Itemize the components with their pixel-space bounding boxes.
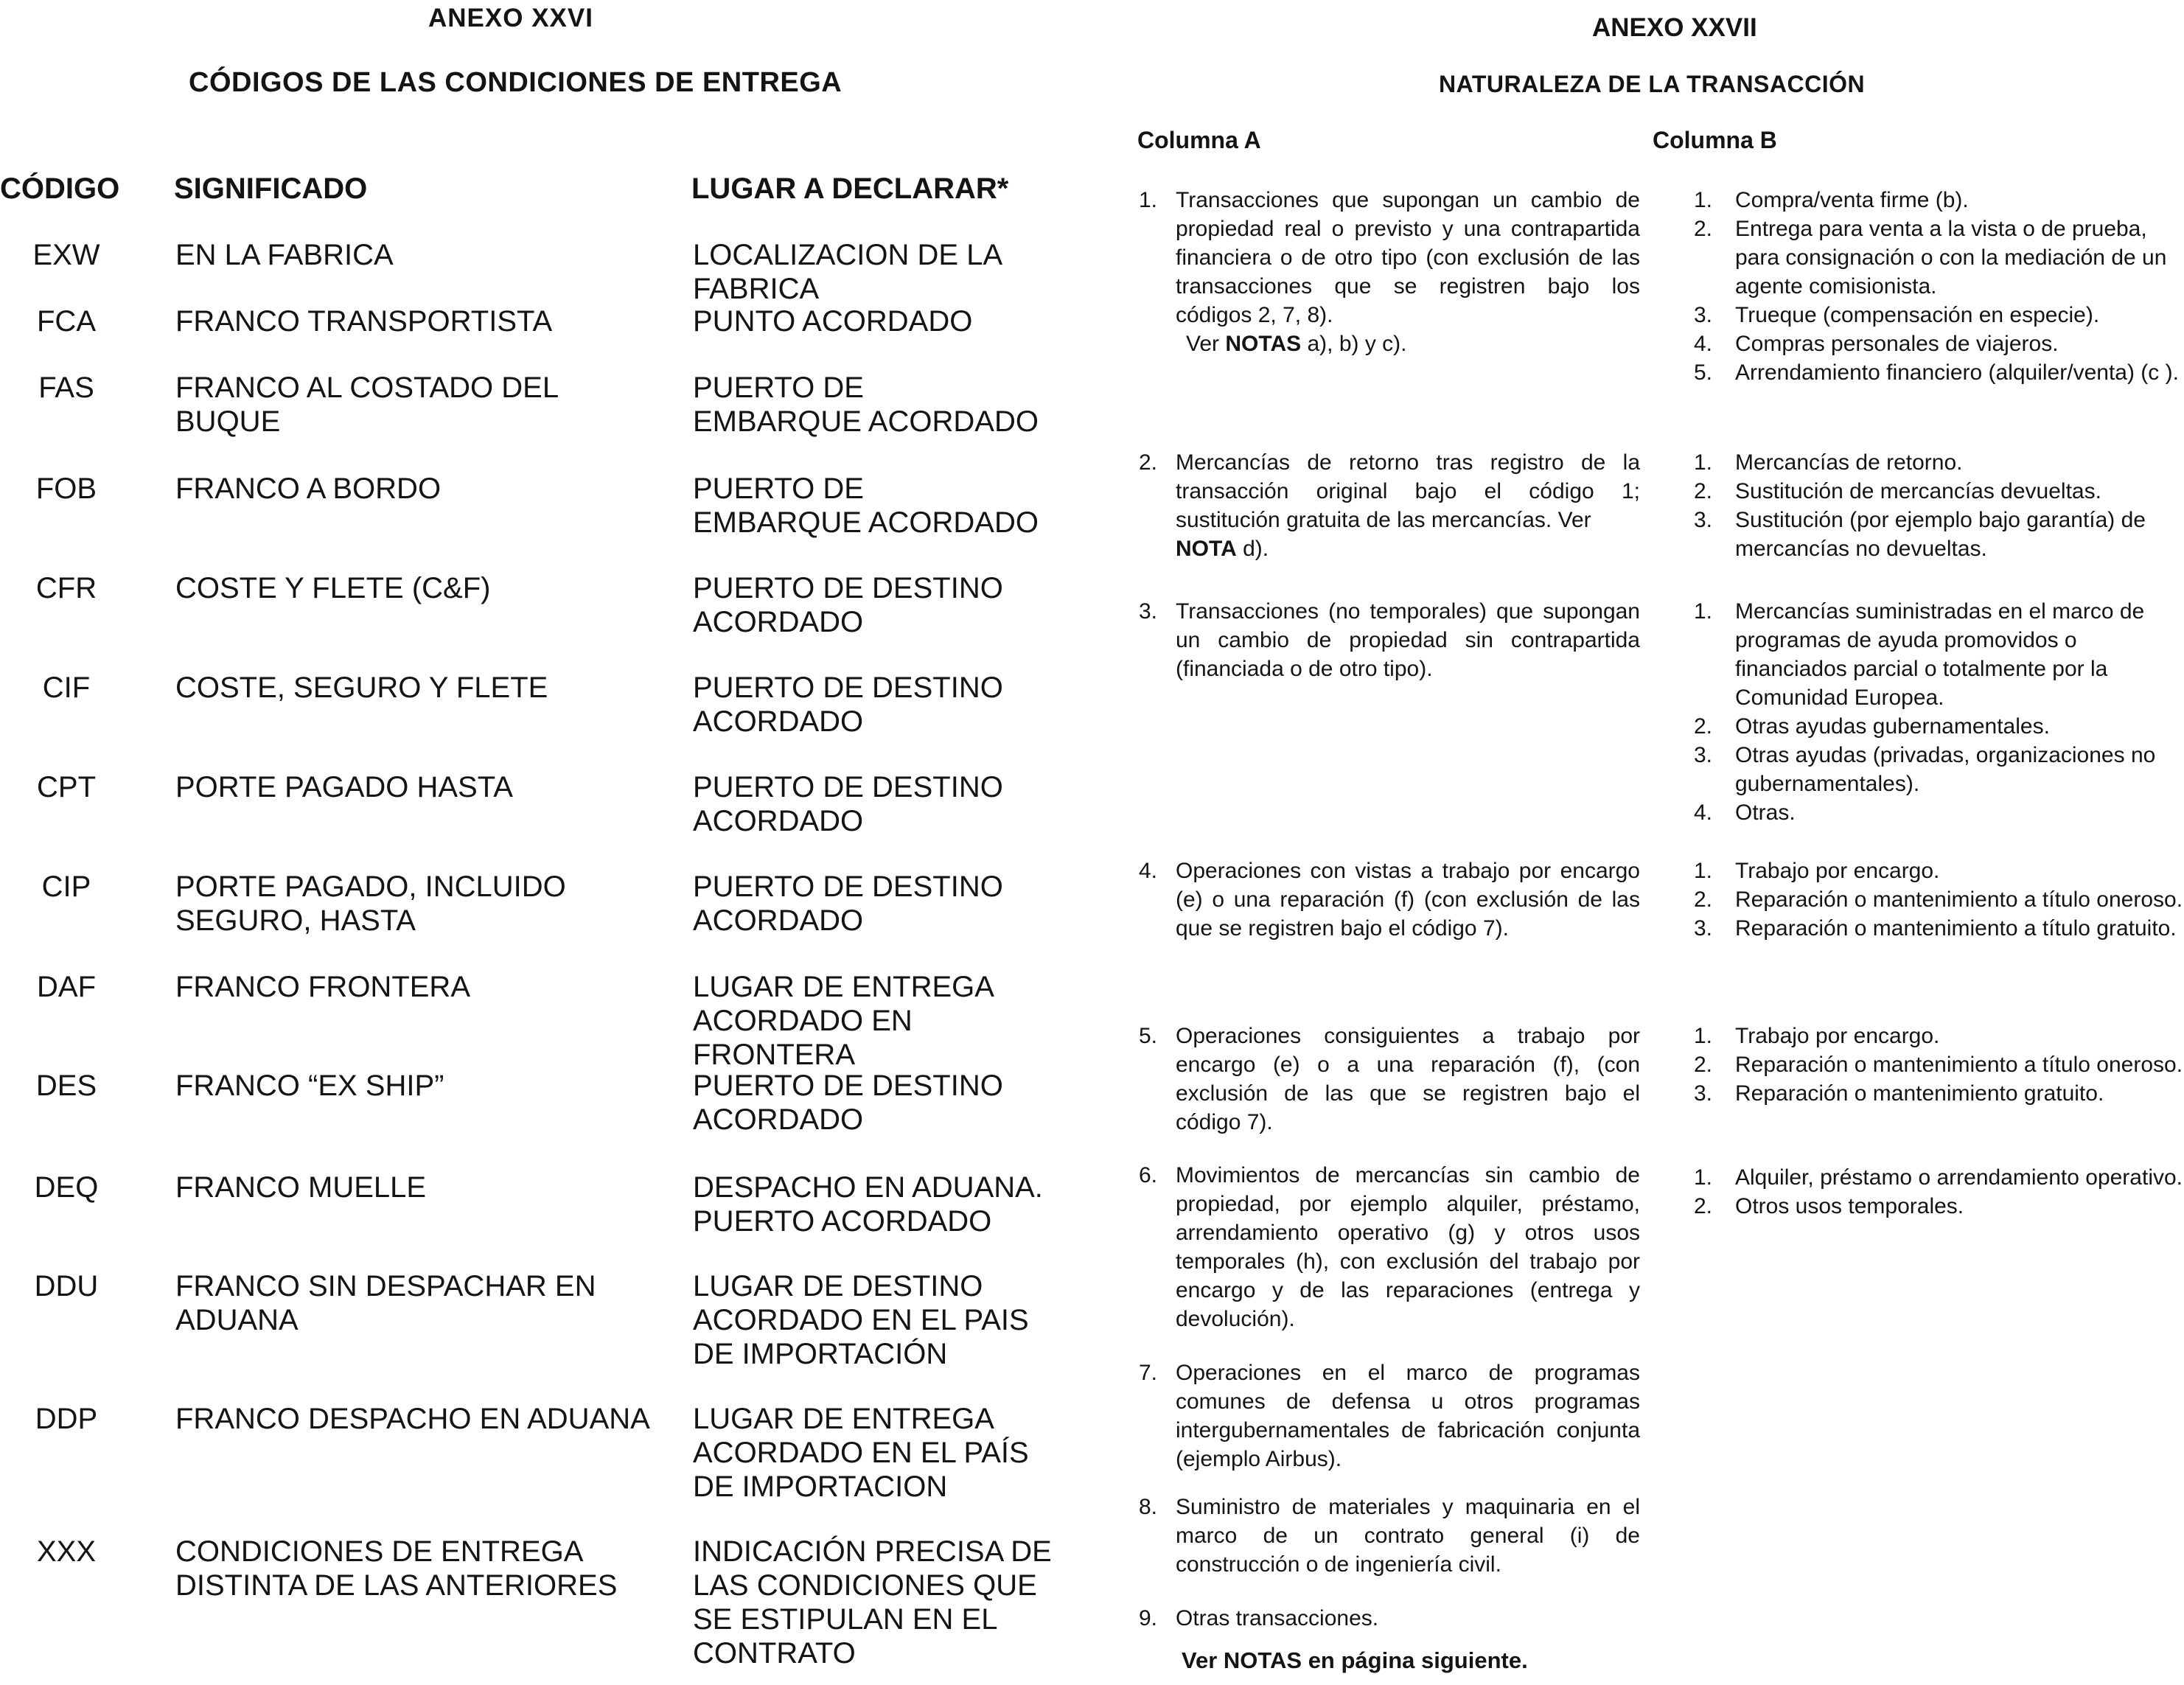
code-cell: DEQ (34, 1171, 99, 1204)
place-cell: LUGAR DE DESTINO ACORDADO EN EL PAIS DE IMPORTACIÓN (693, 1270, 1029, 1370)
list-item: 3. Otras ayudas (privadas, organizaciones no gubernamentales). (1694, 743, 2156, 796)
table-row (0, 1535, 1061, 1670)
meaning-cell: EN LA FABRICA (175, 239, 394, 271)
list-item: 5. Arrendamiento financiero (alquiler/venta) (c ). (1694, 360, 2179, 385)
place-cell: PUERTO DE EMBARQUE ACORDADO (693, 472, 1039, 539)
table-row (0, 472, 1061, 568)
list-item: 1. Mercancías suministradas en el marco de programas de ayuda promovidos o financiados parcial o totalmente por la Comunidad Europea. (1694, 599, 2145, 710)
place-cell: PUERTO DE DESTINO ACORDADO (693, 871, 1003, 937)
annex-xxvii-heading: ANEXO XXVII (1592, 13, 1757, 42)
list-item: 3. Trueque (compensación en especie). (1694, 303, 2100, 327)
list-item: 4. Compras personales de viajeros. (1694, 332, 2059, 356)
notes-bold: NOTA (1176, 537, 1237, 561)
item-text: Movimientos de mercancías sin cambio de propiedad, por ejemplo alquiler, préstamo, arrendamiento operativo (g) y otros usos temporales (h), con exclusión del trabajo por encargo y de las reparaciones (entrega y devolución). (1176, 1163, 1640, 1331)
column-b-list (1694, 1163, 2184, 1221)
meaning-cell: FRANCO AL COSTADO DEL BUQUE (175, 371, 558, 438)
item-number: 3. (1139, 599, 1158, 624)
place-cell: PUNTO ACORDADO (693, 305, 973, 338)
transaction-nature-title: NATURALEZA DE LA TRANSACCIÓN (1439, 71, 1866, 97)
code-cell: CFR (35, 572, 97, 604)
table-row (0, 1069, 1061, 1165)
item-number: 1. (1139, 188, 1158, 212)
list-item: 1. Trabajo por encargo. (1694, 859, 1940, 883)
list-item: 1. Trabajo por encargo. (1694, 1024, 1940, 1048)
code-column-header: CÓDIGO (0, 172, 120, 205)
item-text: Operaciones con vistas a trabajo por encargo (e) o una reparación (f) (con exclusión de las que se registren bajo el código 7). (1176, 859, 1640, 941)
column-b-list (1694, 597, 2184, 827)
place-cell: LUGAR DE ENTREGA ACORDADO EN FRONTERA (693, 971, 993, 1071)
column-b-list (1694, 1022, 2184, 1108)
place-cell: PUERTO DE DESTINO ACORDADO (693, 671, 1003, 738)
list-item: 2. Reparación o mantenimiento a título oneroso. (1694, 1053, 2183, 1077)
place-cell: DESPACHO EN ADUANA. PUERTO ACORDADO (693, 1171, 1043, 1238)
place-cell: LUGAR DE ENTREGA ACORDADO EN EL PAÍS DE IMPORTACION (693, 1403, 1029, 1503)
item-number: 4. (1139, 859, 1158, 883)
table-row (0, 571, 1061, 667)
item-number: 7. (1139, 1361, 1158, 1385)
meaning-cell: FRANCO A BORDO (175, 472, 442, 505)
place-cell: PUERTO DE EMBARQUE ACORDADO (693, 371, 1039, 438)
meaning-cell: PORTE PAGADO, INCLUIDO SEGURO, HASTA (175, 871, 566, 937)
column-b-list (1694, 857, 2184, 943)
table-row (0, 371, 1061, 467)
see-notes-line: Ver NOTAS a), b) y c). (1186, 332, 1407, 356)
annex-xxvi-heading: ANEXO XXVI (428, 4, 593, 32)
list-item: 3. Reparación o mantenimiento a título gratuito. (1694, 916, 2177, 941)
item-number: 6. (1139, 1163, 1158, 1187)
list-item: 3. Sustitución (por ejemplo bajo garantía) de mercancías no devueltas. (1694, 508, 2146, 561)
place-cell: PUERTO DE DESTINO ACORDADO (693, 771, 1003, 837)
list-item: 2. Otras ayudas gubernamentales. (1694, 714, 2050, 739)
list-item: 1. Alquiler, préstamo o arrendamiento operativo. (1694, 1165, 2183, 1190)
code-cell: CPT (37, 771, 96, 803)
table-row (0, 671, 1061, 767)
place-cell: PUERTO DE DESTINO ACORDADO (693, 1070, 1003, 1136)
column-b-header: Columna B (1653, 127, 1777, 153)
place-cell: INDICACIÓN PRECISA DE LAS CONDICIONES QUE SE ESTIPULAN EN EL CONTRATO (693, 1535, 1052, 1670)
table-row (0, 770, 1061, 866)
table-row (0, 970, 1061, 1071)
list-item: 2. Reparación o mantenimiento a título oneroso. (1694, 887, 2183, 912)
meaning-cell: FRANCO TRANSPORTISTA (175, 305, 553, 338)
item-text: Operaciones consiguientes a trabajo por encargo (e) o a una reparación (f), (con exclusión de las que se registren bajo el código 7). (1176, 1024, 1640, 1134)
notes-bold: NOTAS (1225, 332, 1302, 356)
table-row (0, 1269, 1061, 1370)
place-cell: PUERTO DE DESTINO ACORDADO (693, 572, 1003, 638)
column-a-header: Columna A (1137, 127, 1261, 153)
item-text: Transacciones que supongan un cambio de propiedad real o previsto y una contrapartida financiera o de otro tipo (con exclusión de las transacciones que se registren bajo los códigos 2, 7, 8). (1176, 188, 1640, 327)
list-item: 2. Otros usos temporales. (1694, 1194, 1964, 1218)
item-text: Otras transacciones. (1176, 1606, 1379, 1630)
code-cell: FCA (37, 305, 96, 338)
place-cell: LOCALIZACION DE LA FABRICA (693, 239, 1001, 305)
item-text: Mercancías de retorno tras registro de la transacción original bajo el código 1; sustitución gratuita de las mercancías. Ver (1176, 450, 1640, 532)
item-text: Operaciones en el marco de programas comunes de defensa u otros programas intergubernamentales de fabricación conjunta (ejemplo Airbus). (1176, 1361, 1640, 1471)
item-number: 5. (1139, 1024, 1158, 1048)
meaning-cell: FRANCO MUELLE (175, 1171, 427, 1204)
meaning-cell: COSTE, SEGURO Y FLETE (175, 671, 548, 704)
meaning-cell: FRANCO SIN DESPACHAR EN ADUANA (175, 1270, 596, 1336)
meaning-cell: PORTE PAGADO HASTA (175, 771, 513, 803)
item-number: 9. (1139, 1606, 1158, 1630)
item-text: Transacciones (no temporales) que supongan un cambio de propiedad sin contrapartida (financiada o de otro tipo). (1176, 599, 1640, 681)
code-cell: DES (35, 1070, 97, 1102)
code-cell: DDP (35, 1403, 98, 1435)
meaning-cell: COSTE Y FLETE (C&F) (175, 572, 491, 604)
see-notes-footnote: Ver NOTAS en página siguiente. (1182, 1647, 1528, 1673)
meaning-cell: CONDICIONES DE ENTREGA DISTINTA DE LAS ANTERIORES (175, 1535, 618, 1602)
list-item: 3. Reparación o mantenimiento gratuito. (1694, 1081, 2104, 1106)
code-cell: DDU (34, 1270, 99, 1302)
list-item: 1. Compra/venta firme (b). (1694, 188, 1969, 212)
code-cell: CIP (41, 871, 91, 903)
meaning-cell: FRANCO DESPACHO EN ADUANA (175, 1403, 650, 1435)
column-b-list (1694, 448, 2184, 563)
delivery-codes-title: CÓDIGOS DE LAS CONDICIONES DE ENTREGA (189, 67, 842, 98)
place-column-header: LUGAR A DECLARAR* (691, 172, 1009, 205)
table-row (0, 1171, 1061, 1266)
item-number: 2. (1139, 450, 1158, 475)
see-notes-line: NOTA d). (1176, 537, 1269, 561)
code-cell: EXW (32, 239, 100, 271)
code-cell: FOB (35, 472, 97, 505)
code-cell: XXX (36, 1535, 97, 1568)
meaning-cell: FRANCO “EX SHIP” (175, 1070, 444, 1102)
table-row (0, 870, 1061, 966)
list-item: 4. Otras. (1694, 800, 1796, 825)
column-b-list (1694, 186, 2184, 387)
list-item: 2. Entrega para venta a la vista o de prueba, para consignación o con la mediación de un agente comisionista. (1694, 217, 2167, 299)
item-number: 8. (1139, 1495, 1158, 1519)
code-cell: DAF (37, 971, 96, 1003)
list-item: 2. Sustitución de mercancías devueltas. (1694, 479, 2101, 503)
code-cell: CIF (42, 671, 91, 704)
meaning-column-header: SIGNIFICADO (174, 172, 368, 205)
list-item: 1. Mercancías de retorno. (1694, 450, 1963, 475)
meaning-cell: FRANCO FRONTERA (175, 971, 470, 1003)
item-text: Suministro de materiales y maquinaria en el marco de un contrato general (i) de construcción o de ingeniería civil. (1176, 1495, 1640, 1577)
code-cell: FAS (38, 371, 94, 404)
table-row (0, 1402, 1061, 1503)
